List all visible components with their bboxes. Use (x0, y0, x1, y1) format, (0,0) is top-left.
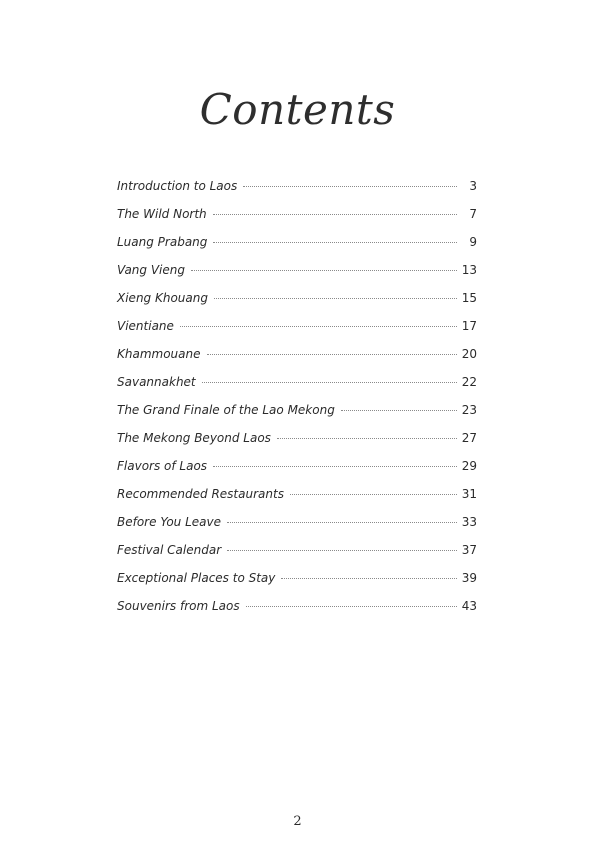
toc-entry-page-number: 20 (461, 347, 477, 361)
toc-entry-title: Introduction to Laos (117, 179, 238, 193)
toc-entry-title: Before You Leave (117, 515, 221, 529)
dot-leader (277, 438, 457, 439)
toc-entry-title: Festival Calendar (117, 543, 222, 557)
toc-entry-page-number: 43 (461, 599, 477, 613)
toc-entry[interactable] (117, 316, 477, 344)
dot-leader (207, 354, 458, 355)
dot-leader (341, 410, 457, 411)
toc-entry-page-number: 3 (469, 179, 477, 193)
dot-leader (213, 466, 457, 467)
toc-entry-title: The Grand Finale of the Lao Mekong (117, 403, 335, 417)
toc-entry[interactable] (117, 484, 477, 512)
dot-leader (213, 214, 457, 215)
toc-entry-page-number: 29 (461, 459, 477, 473)
page-number: 2 (293, 814, 302, 829)
toc-entry-page-number: 9 (469, 235, 477, 249)
toc-entry-title: Vientiane (117, 319, 174, 333)
dot-leader (214, 298, 457, 299)
dot-leader (227, 550, 457, 551)
dot-leader (281, 578, 457, 579)
toc-entry-title: Xieng Khouang (117, 291, 208, 305)
toc-entry-page-number: 15 (461, 291, 477, 305)
toc-entry[interactable] (117, 456, 477, 484)
toc-entry-title: Vang Vieng (117, 263, 185, 277)
toc-entry[interactable] (117, 288, 477, 316)
toc-entry-page-number: 17 (461, 319, 477, 333)
toc-entry-title: Recommended Restaurants (117, 487, 284, 501)
toc-entry[interactable] (117, 372, 477, 400)
dot-leader (290, 494, 457, 495)
toc-entry[interactable] (117, 400, 477, 428)
toc-entry[interactable] (117, 344, 477, 372)
toc-entry[interactable] (117, 260, 477, 288)
toc-entry-page-number: 33 (461, 515, 477, 529)
dot-leader (246, 606, 457, 607)
toc-entry-page-number: 31 (461, 487, 477, 501)
toc-entry[interactable] (117, 428, 477, 456)
toc-entry-page-number: 37 (461, 543, 477, 557)
toc-entry-title: Flavors of Laos (117, 459, 208, 473)
toc-entry[interactable] (117, 204, 477, 232)
toc-entry-page-number: 23 (461, 403, 477, 417)
toc-entry-page-number: 13 (461, 263, 477, 277)
table-of-contents (117, 176, 477, 624)
toc-entry-title: Souvenirs from Laos (117, 599, 240, 613)
toc-entry-title: The Wild North (117, 207, 207, 221)
toc-entry[interactable] (117, 568, 477, 596)
toc-entry-page-number: 39 (461, 571, 477, 585)
toc-entry[interactable] (117, 540, 477, 568)
toc-entry-title: Khammouane (117, 347, 201, 361)
page-title: Contents (199, 85, 396, 134)
toc-entry-title: The Mekong Beyond Laos (117, 431, 271, 445)
dot-leader (227, 522, 457, 523)
toc-entry[interactable] (117, 176, 477, 204)
toc-entry-page-number: 27 (461, 431, 477, 445)
dot-leader (243, 186, 457, 187)
toc-entry-title: Savannakhet (117, 375, 196, 389)
dot-leader (191, 270, 457, 271)
toc-entry[interactable] (117, 232, 477, 260)
toc-entry[interactable] (117, 596, 477, 624)
toc-entry[interactable] (117, 512, 477, 540)
toc-entry-title: Luang Prabang (117, 235, 208, 249)
dot-leader (202, 382, 457, 383)
toc-entry-page-number: 22 (461, 375, 477, 389)
dot-leader (180, 326, 457, 327)
dot-leader (213, 242, 457, 243)
toc-entry-page-number: 7 (469, 207, 477, 221)
toc-entry-title: Exceptional Places to Stay (117, 571, 276, 585)
